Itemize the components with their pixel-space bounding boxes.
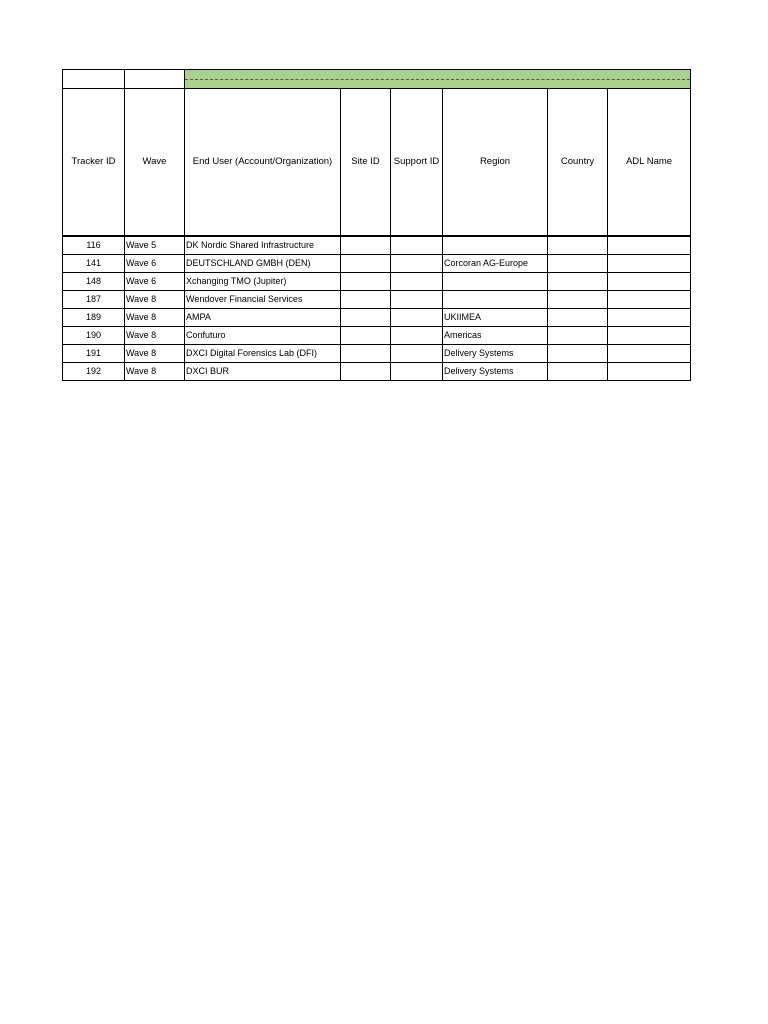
cell-end-user: Confuturo xyxy=(185,327,341,345)
table-row xyxy=(63,291,691,309)
cell-wave: Wave 6 xyxy=(125,255,185,273)
table-row xyxy=(63,345,691,363)
cell-country xyxy=(548,363,608,381)
cell-adl-name xyxy=(608,255,691,273)
table-row xyxy=(63,273,691,291)
cell-region: Delivery Systems xyxy=(443,363,548,381)
header-end-user: End User (Account/Organization) xyxy=(185,89,341,237)
table-row xyxy=(63,327,691,345)
spreadsheet-page xyxy=(62,69,690,381)
cell-adl-name xyxy=(608,363,691,381)
banner-cell-empty xyxy=(125,70,185,89)
table-row xyxy=(63,309,691,327)
header-country: Country xyxy=(548,89,608,237)
cell-country xyxy=(548,309,608,327)
cell-wave: Wave 5 xyxy=(125,236,185,255)
cell-region: Corcoran AG-Europe xyxy=(443,255,548,273)
cell-country xyxy=(548,345,608,363)
cell-wave: Wave 8 xyxy=(125,345,185,363)
cell-end-user: DXCI Digital Forensics Lab (DFI) xyxy=(185,345,341,363)
cell-site-id xyxy=(341,255,391,273)
header-tracker-id: Tracker ID xyxy=(63,89,125,237)
table-row xyxy=(63,236,691,255)
cell-tracker-id: 189 xyxy=(63,309,125,327)
cell-support-id xyxy=(391,327,443,345)
cell-adl-name xyxy=(608,309,691,327)
cell-adl-name xyxy=(608,327,691,345)
green-header-band xyxy=(185,70,691,89)
cell-country xyxy=(548,273,608,291)
cell-support-id xyxy=(391,363,443,381)
cell-tracker-id: 141 xyxy=(63,255,125,273)
cell-site-id xyxy=(341,345,391,363)
cell-end-user: Xchanging TMO (Jupiter) xyxy=(185,273,341,291)
cell-tracker-id: 116 xyxy=(63,236,125,255)
banner-cell-empty xyxy=(63,70,125,89)
cell-site-id xyxy=(341,363,391,381)
cell-tracker-id: 190 xyxy=(63,327,125,345)
cell-wave: Wave 8 xyxy=(125,291,185,309)
cell-support-id xyxy=(391,255,443,273)
cell-adl-name xyxy=(608,291,691,309)
cell-region: Delivery Systems xyxy=(443,345,548,363)
cell-wave: Wave 8 xyxy=(125,309,185,327)
cell-support-id xyxy=(391,273,443,291)
tracker-table xyxy=(62,69,691,381)
cell-end-user: Wendover Financial Services xyxy=(185,291,341,309)
cell-support-id xyxy=(391,345,443,363)
cell-tracker-id: 148 xyxy=(63,273,125,291)
cell-wave: Wave 8 xyxy=(125,363,185,381)
cell-country xyxy=(548,291,608,309)
header-region: Region xyxy=(443,89,548,237)
cell-support-id xyxy=(391,291,443,309)
cell-region xyxy=(443,273,548,291)
column-header-row xyxy=(63,89,691,237)
cell-site-id xyxy=(341,327,391,345)
cell-country xyxy=(548,327,608,345)
cell-adl-name xyxy=(608,273,691,291)
cell-adl-name xyxy=(608,236,691,255)
cell-wave: Wave 8 xyxy=(125,327,185,345)
cell-region xyxy=(443,291,548,309)
cell-end-user: AMPA xyxy=(185,309,341,327)
cell-tracker-id: 187 xyxy=(63,291,125,309)
cell-tracker-id: 191 xyxy=(63,345,125,363)
cell-end-user: DEUTSCHLAND GMBH (DEN) xyxy=(185,255,341,273)
cell-region xyxy=(443,236,548,255)
cell-support-id xyxy=(391,236,443,255)
cell-site-id xyxy=(341,236,391,255)
header-adl-name: ADL Name xyxy=(608,89,691,237)
cell-site-id xyxy=(341,273,391,291)
cell-site-id xyxy=(341,291,391,309)
header-support-id: Support ID xyxy=(391,89,443,237)
cell-adl-name xyxy=(608,345,691,363)
cell-tracker-id: 192 xyxy=(63,363,125,381)
cell-region: Americas xyxy=(443,327,548,345)
cell-country xyxy=(548,255,608,273)
header-site-id: Site ID xyxy=(341,89,391,237)
table-row xyxy=(63,255,691,273)
cell-wave: Wave 6 xyxy=(125,273,185,291)
cell-region: UKIIMEA xyxy=(443,309,548,327)
cell-support-id xyxy=(391,309,443,327)
cell-site-id xyxy=(341,309,391,327)
banner-row xyxy=(63,70,691,89)
cell-end-user: DK Nordic Shared Infrastructure xyxy=(185,236,341,255)
cell-country xyxy=(548,236,608,255)
header-wave: Wave xyxy=(125,89,185,237)
table-row xyxy=(63,363,691,381)
cell-end-user: DXCI BUR xyxy=(185,363,341,381)
